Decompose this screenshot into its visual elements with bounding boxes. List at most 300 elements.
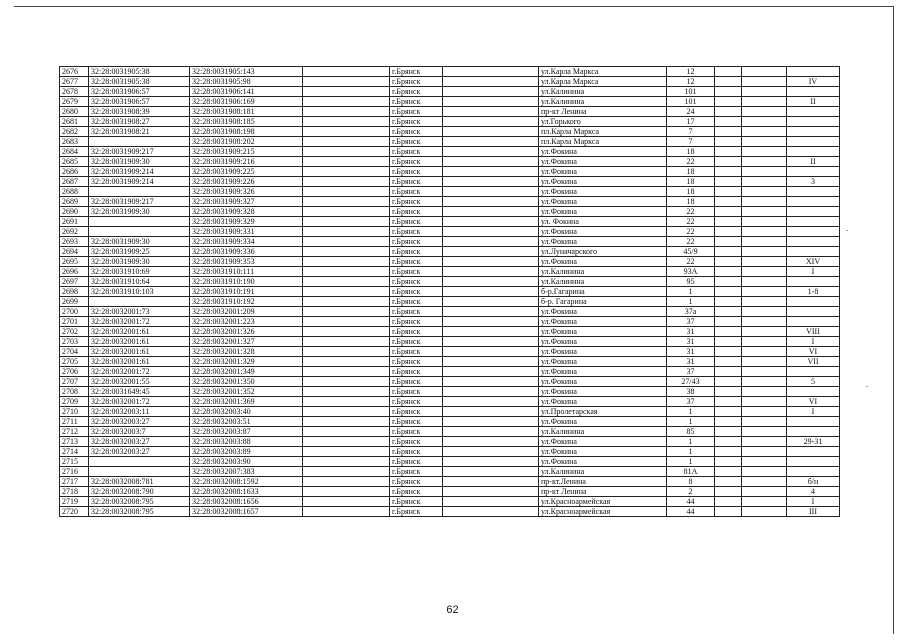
cell-house-number: 38: [667, 387, 715, 397]
cell-empty-col-d: [742, 437, 787, 447]
cell-street: ул. Фокина: [539, 217, 667, 227]
table-row: [60, 147, 840, 157]
cell-empty-col-a: [303, 247, 390, 257]
cell-premise-number: [787, 237, 840, 247]
cadastral-register-table: [59, 66, 840, 517]
table-row: [60, 247, 840, 257]
cell-empty-col-d: [742, 207, 787, 217]
cell-empty-col-c: [715, 197, 742, 207]
cell-land-cadastral-number: 32:28:0031909:30: [89, 257, 190, 267]
cell-empty-col-a: [303, 287, 390, 297]
cell-house-number: 1: [667, 447, 715, 457]
cell-object-cadastral-number: 32:28:0032001:327: [190, 337, 303, 347]
cell-row-number: 2701: [60, 317, 89, 327]
cell-house-number: 1: [667, 437, 715, 447]
cell-premise-number: XIV: [787, 257, 840, 267]
cell-row-number: 2704: [60, 347, 89, 357]
cell-row-number: 2713: [60, 437, 89, 447]
cell-empty-col-b: [443, 247, 539, 257]
cell-land-cadastral-number: 32:28:0032001:61: [89, 347, 190, 357]
cell-object-cadastral-number: 32:28:0031909:327: [190, 197, 303, 207]
cell-empty-col-d: [742, 87, 787, 97]
cell-house-number: 22: [667, 207, 715, 217]
cell-empty-col-d: [742, 227, 787, 237]
cell-empty-col-c: [715, 117, 742, 127]
cell-empty-col-d: [742, 137, 787, 147]
cell-street: пр-кт Ленина: [539, 107, 667, 117]
cell-row-number: 2719: [60, 497, 89, 507]
cell-premise-number: [787, 447, 840, 457]
cell-street: ул.Калинина: [539, 427, 667, 437]
cell-land-cadastral-number: 32:28:0031649:45: [89, 387, 190, 397]
cell-row-number: 2684: [60, 147, 89, 157]
cell-empty-col-c: [715, 307, 742, 317]
cell-street: ул.Фокина: [539, 197, 667, 207]
cell-empty-col-a: [303, 357, 390, 367]
cell-row-number: 2689: [60, 197, 89, 207]
cell-premise-number: 3: [787, 177, 840, 187]
cell-empty-col-d: [742, 407, 787, 417]
cell-empty-col-c: [715, 397, 742, 407]
cell-empty-col-b: [443, 257, 539, 267]
cell-street: ул.Красноармейская: [539, 497, 667, 507]
cell-empty-col-b: [443, 267, 539, 277]
cell-empty-col-b: [443, 457, 539, 467]
cell-empty-col-a: [303, 67, 390, 77]
cell-empty-col-b: [443, 197, 539, 207]
cell-land-cadastral-number: 32:28:0032001:72: [89, 367, 190, 377]
cell-premise-number: б/н: [787, 477, 840, 487]
cell-premise-number: I: [787, 267, 840, 277]
cell-row-number: 2696: [60, 267, 89, 277]
cell-empty-col-d: [742, 357, 787, 367]
cell-object-cadastral-number: 32:28:0032008:1592: [190, 477, 303, 487]
cell-object-cadastral-number: 32:28:0031909:326: [190, 187, 303, 197]
cell-empty-col-d: [742, 247, 787, 257]
table-row: [60, 427, 840, 437]
cell-empty-col-a: [303, 397, 390, 407]
cell-land-cadastral-number: [89, 467, 190, 477]
cell-empty-col-a: [303, 407, 390, 417]
cell-row-number: 2695: [60, 257, 89, 267]
cell-city: г.Брянск: [390, 477, 443, 487]
cell-object-cadastral-number: 32:28:0031906:141: [190, 87, 303, 97]
cell-empty-col-b: [443, 427, 539, 437]
cell-empty-col-a: [303, 117, 390, 127]
cell-object-cadastral-number: 32:28:0032001:349: [190, 367, 303, 377]
cell-city: г.Брянск: [390, 327, 443, 337]
cell-empty-col-d: [742, 297, 787, 307]
cell-empty-col-a: [303, 147, 390, 157]
cell-empty-col-a: [303, 327, 390, 337]
cell-object-cadastral-number: 32:28:0032001:209: [190, 307, 303, 317]
cell-city: г.Брянск: [390, 157, 443, 167]
table-row: [60, 197, 840, 207]
table-row: [60, 447, 840, 457]
cell-house-number: 12: [667, 77, 715, 87]
cell-empty-col-c: [715, 407, 742, 417]
cell-premise-number: 1-8: [787, 287, 840, 297]
cell-house-number: 1: [667, 407, 715, 417]
cell-empty-col-d: [742, 417, 787, 427]
cell-city: г.Брянск: [390, 97, 443, 107]
cell-empty-col-c: [715, 127, 742, 137]
cell-premise-number: 29-31: [787, 437, 840, 447]
cell-row-number: 2683: [60, 137, 89, 147]
cell-street: ул.Фокина: [539, 397, 667, 407]
cell-land-cadastral-number: 32:28:0031910:69: [89, 267, 190, 277]
cell-empty-col-d: [742, 107, 787, 117]
cell-land-cadastral-number: 32:28:0032003:27: [89, 417, 190, 427]
cell-empty-col-a: [303, 307, 390, 317]
cell-city: г.Брянск: [390, 417, 443, 427]
cell-city: г.Брянск: [390, 407, 443, 417]
cell-street: ул.Фокина: [539, 367, 667, 377]
cell-empty-col-a: [303, 277, 390, 287]
cell-land-cadastral-number: 32:28:0032001:73: [89, 307, 190, 317]
cell-empty-col-b: [443, 407, 539, 417]
cell-empty-col-b: [443, 277, 539, 287]
cell-street: ул.Фокина: [539, 327, 667, 337]
cell-object-cadastral-number: 32:28:0031908:185: [190, 117, 303, 127]
cell-premise-number: II: [787, 97, 840, 107]
table-row: [60, 187, 840, 197]
cell-object-cadastral-number: 32:28:0032001:329: [190, 357, 303, 367]
cell-land-cadastral-number: 32:28:0031909:30: [89, 157, 190, 167]
cell-street: ул.Фокина: [539, 177, 667, 187]
cell-object-cadastral-number: 32:28:0032003:40: [190, 407, 303, 417]
cell-land-cadastral-number: 32:28:0032001:72: [89, 397, 190, 407]
cell-land-cadastral-number: 32:28:0031909:25: [89, 247, 190, 257]
register-body: [60, 67, 840, 517]
cell-empty-col-c: [715, 157, 742, 167]
cell-house-number: 44: [667, 497, 715, 507]
cell-premise-number: VIII: [787, 327, 840, 337]
cell-empty-col-b: [443, 327, 539, 337]
table-row: [60, 207, 840, 217]
cell-empty-col-b: [443, 317, 539, 327]
cell-row-number: 2693: [60, 237, 89, 247]
cell-city: г.Брянск: [390, 397, 443, 407]
cell-object-cadastral-number: 32:28:0032003:87: [190, 427, 303, 437]
cell-row-number: 2681: [60, 117, 89, 127]
cell-street: ул.Фокина: [539, 157, 667, 167]
cell-empty-col-c: [715, 417, 742, 427]
cell-empty-col-a: [303, 137, 390, 147]
cell-land-cadastral-number: [89, 187, 190, 197]
cell-empty-col-c: [715, 317, 742, 327]
cell-row-number: 2682: [60, 127, 89, 137]
cell-street: ул.Фокина: [539, 377, 667, 387]
cell-empty-col-a: [303, 77, 390, 87]
cell-empty-col-b: [443, 177, 539, 187]
cell-object-cadastral-number: 32:28:0031910:192: [190, 297, 303, 307]
table-row: [60, 237, 840, 247]
cell-empty-col-c: [715, 507, 742, 517]
cell-row-number: 2677: [60, 77, 89, 87]
cell-house-number: 2: [667, 487, 715, 497]
cell-row-number: 2697: [60, 277, 89, 287]
cell-house-number: 27/43: [667, 377, 715, 387]
cell-street: ул.Калинина: [539, 97, 667, 107]
cell-empty-col-b: [443, 347, 539, 357]
cell-street: ул.Фокина: [539, 307, 667, 317]
cell-empty-col-d: [742, 347, 787, 357]
cell-house-number: 85: [667, 427, 715, 437]
cell-empty-col-b: [443, 217, 539, 227]
cell-empty-col-d: [742, 77, 787, 87]
cell-city: г.Брянск: [390, 137, 443, 147]
cell-premise-number: [787, 167, 840, 177]
cell-premise-number: 5: [787, 377, 840, 387]
cell-row-number: 2699: [60, 297, 89, 307]
cell-land-cadastral-number: 32:28:0032001:61: [89, 357, 190, 367]
table-row: [60, 97, 840, 107]
cell-city: г.Брянск: [390, 107, 443, 117]
cell-premise-number: [787, 387, 840, 397]
cell-empty-col-d: [742, 217, 787, 227]
cell-object-cadastral-number: 32:28:0031908:181: [190, 107, 303, 117]
cell-house-number: 22: [667, 237, 715, 247]
cell-premise-number: IV: [787, 77, 840, 87]
cell-row-number: 2706: [60, 367, 89, 377]
table-row: [60, 107, 840, 117]
cell-city: г.Брянск: [390, 237, 443, 247]
cell-empty-col-a: [303, 237, 390, 247]
cell-object-cadastral-number: 32:28:0031909:226: [190, 177, 303, 187]
cell-object-cadastral-number: 32:28:0031909:353: [190, 257, 303, 267]
cell-house-number: 8: [667, 477, 715, 487]
cell-object-cadastral-number: 32:28:0031910:111: [190, 267, 303, 277]
cell-street: пл.Карла Маркса: [539, 137, 667, 147]
cell-empty-col-d: [742, 157, 787, 167]
cell-row-number: 2676: [60, 67, 89, 77]
cell-empty-col-c: [715, 67, 742, 77]
cell-premise-number: [787, 467, 840, 477]
cell-street: ул.Горького: [539, 117, 667, 127]
cell-city: г.Брянск: [390, 247, 443, 257]
cell-empty-col-b: [443, 157, 539, 167]
table-row: [60, 77, 840, 87]
cell-object-cadastral-number: 32:28:0031909:215: [190, 147, 303, 157]
cell-premise-number: VI: [787, 397, 840, 407]
cell-empty-col-c: [715, 487, 742, 497]
cell-empty-col-b: [443, 207, 539, 217]
cell-house-number: 22: [667, 257, 715, 267]
cell-street: ул.Фокина: [539, 457, 667, 467]
cell-row-number: 2691: [60, 217, 89, 227]
table-row: [60, 487, 840, 497]
table-row: [60, 397, 840, 407]
cell-house-number: 81А: [667, 467, 715, 477]
cell-object-cadastral-number: 32:28:0032001:350: [190, 377, 303, 387]
cell-empty-col-a: [303, 507, 390, 517]
cell-empty-col-b: [443, 397, 539, 407]
cell-premise-number: II: [787, 157, 840, 167]
cell-street: ул.Карла Маркса: [539, 77, 667, 87]
cell-land-cadastral-number: 32:28:0032008:781: [89, 477, 190, 487]
cell-premise-number: [787, 417, 840, 427]
cell-empty-col-a: [303, 487, 390, 497]
cell-empty-col-d: [742, 117, 787, 127]
cell-empty-col-d: [742, 367, 787, 377]
cell-empty-col-c: [715, 257, 742, 267]
cell-empty-col-b: [443, 487, 539, 497]
cell-empty-col-b: [443, 287, 539, 297]
cell-city: г.Брянск: [390, 127, 443, 137]
cell-empty-col-a: [303, 167, 390, 177]
table-row: [60, 267, 840, 277]
cell-empty-col-c: [715, 387, 742, 397]
cell-empty-col-d: [742, 67, 787, 77]
cell-city: г.Брянск: [390, 487, 443, 497]
cell-object-cadastral-number: 32:28:0032003:88: [190, 437, 303, 447]
cell-row-number: 2678: [60, 87, 89, 97]
cell-empty-col-d: [742, 277, 787, 287]
cell-empty-col-d: [742, 127, 787, 137]
cell-house-number: 31: [667, 337, 715, 347]
cell-land-cadastral-number: 32:28:0031909:217: [89, 147, 190, 157]
cell-house-number: 18: [667, 167, 715, 177]
cell-city: г.Брянск: [390, 297, 443, 307]
cell-empty-col-a: [303, 477, 390, 487]
cell-house-number: 93А: [667, 267, 715, 277]
cell-empty-col-c: [715, 137, 742, 147]
cell-street: ул.Калинина: [539, 467, 667, 477]
cell-house-number: 31: [667, 357, 715, 367]
cell-empty-col-d: [742, 377, 787, 387]
cell-empty-col-a: [303, 467, 390, 477]
cell-street: ул.Фокина: [539, 167, 667, 177]
cell-premise-number: [787, 317, 840, 327]
cell-city: г.Брянск: [390, 267, 443, 277]
cell-land-cadastral-number: [89, 297, 190, 307]
cell-city: г.Брянск: [390, 257, 443, 267]
cell-empty-col-b: [443, 467, 539, 477]
cell-empty-col-a: [303, 457, 390, 467]
scan-speck: [866, 386, 868, 387]
cell-house-number: 37а: [667, 307, 715, 317]
cell-row-number: 2703: [60, 337, 89, 347]
cell-street: ул.Фокина: [539, 387, 667, 397]
cell-city: г.Брянск: [390, 187, 443, 197]
table-row: [60, 297, 840, 307]
cell-row-number: 2717: [60, 477, 89, 487]
cell-empty-col-a: [303, 377, 390, 387]
cell-empty-col-a: [303, 97, 390, 107]
cell-premise-number: [787, 137, 840, 147]
cell-empty-col-d: [742, 307, 787, 317]
cell-city: г.Брянск: [390, 427, 443, 437]
cell-street: пр-кт Ленина: [539, 487, 667, 497]
cell-empty-col-d: [742, 337, 787, 347]
cell-premise-number: [787, 107, 840, 117]
table-row: [60, 67, 840, 77]
cell-empty-col-c: [715, 327, 742, 337]
cell-empty-col-a: [303, 317, 390, 327]
page-border-right: [893, 6, 894, 634]
cell-object-cadastral-number: 32:28:0032001:328: [190, 347, 303, 357]
cell-premise-number: [787, 247, 840, 257]
cell-empty-col-c: [715, 347, 742, 357]
cell-house-number: 1: [667, 297, 715, 307]
cell-empty-col-d: [742, 497, 787, 507]
cell-empty-col-b: [443, 227, 539, 237]
cell-empty-col-a: [303, 437, 390, 447]
cell-empty-col-c: [715, 267, 742, 277]
cell-land-cadastral-number: 32:28:0031910:103: [89, 287, 190, 297]
cell-empty-col-a: [303, 427, 390, 437]
cell-row-number: 2720: [60, 507, 89, 517]
cell-land-cadastral-number: 32:28:0031908:27: [89, 117, 190, 127]
cell-empty-col-d: [742, 177, 787, 187]
cell-empty-col-c: [715, 297, 742, 307]
cell-empty-col-b: [443, 107, 539, 117]
cell-land-cadastral-number: 32:28:0032001:61: [89, 327, 190, 337]
table-row: [60, 507, 840, 517]
cell-empty-col-b: [443, 437, 539, 447]
table-row: [60, 417, 840, 427]
cell-house-number: 37: [667, 367, 715, 377]
cell-land-cadastral-number: 32:28:0032001:61: [89, 337, 190, 347]
cell-land-cadastral-number: 32:28:0031910:64: [89, 277, 190, 287]
cell-row-number: 2714: [60, 447, 89, 457]
cell-city: г.Брянск: [390, 467, 443, 477]
page-number: 62: [446, 604, 459, 616]
cell-empty-col-d: [742, 287, 787, 297]
scan-speck: [846, 230, 848, 231]
cell-empty-col-b: [443, 447, 539, 457]
cell-empty-col-c: [715, 147, 742, 157]
cell-empty-col-b: [443, 147, 539, 157]
cell-house-number: 31: [667, 327, 715, 337]
cell-premise-number: [787, 427, 840, 437]
cell-object-cadastral-number: 32:28:0032001:326: [190, 327, 303, 337]
cell-city: г.Брянск: [390, 437, 443, 447]
cell-premise-number: I: [787, 407, 840, 417]
cell-row-number: 2712: [60, 427, 89, 437]
cell-street: пл.Карла Маркса: [539, 127, 667, 137]
cell-empty-col-b: [443, 307, 539, 317]
cell-premise-number: [787, 197, 840, 207]
cell-empty-col-c: [715, 447, 742, 457]
cell-house-number: 24: [667, 107, 715, 117]
cell-empty-col-b: [443, 127, 539, 137]
cell-house-number: 101: [667, 97, 715, 107]
cell-land-cadastral-number: [89, 217, 190, 227]
cell-land-cadastral-number: 32:28:0032003:11: [89, 407, 190, 417]
cell-empty-col-d: [742, 97, 787, 107]
cell-empty-col-d: [742, 197, 787, 207]
cell-empty-col-b: [443, 117, 539, 127]
cell-empty-col-b: [443, 367, 539, 377]
cell-city: г.Брянск: [390, 447, 443, 457]
cell-empty-col-d: [742, 467, 787, 477]
cell-premise-number: 4: [787, 487, 840, 497]
cell-land-cadastral-number: 32:28:0031906:57: [89, 87, 190, 97]
cell-premise-number: VII: [787, 357, 840, 367]
cell-object-cadastral-number: 32:28:0031909:329: [190, 217, 303, 227]
cell-empty-col-c: [715, 177, 742, 187]
cell-city: г.Брянск: [390, 177, 443, 187]
cell-empty-col-c: [715, 427, 742, 437]
cell-house-number: 22: [667, 217, 715, 227]
cell-empty-col-d: [742, 457, 787, 467]
cell-empty-col-c: [715, 207, 742, 217]
cell-house-number: 7: [667, 137, 715, 147]
cell-row-number: 2687: [60, 177, 89, 187]
cell-land-cadastral-number: 32:28:0031905:38: [89, 77, 190, 87]
